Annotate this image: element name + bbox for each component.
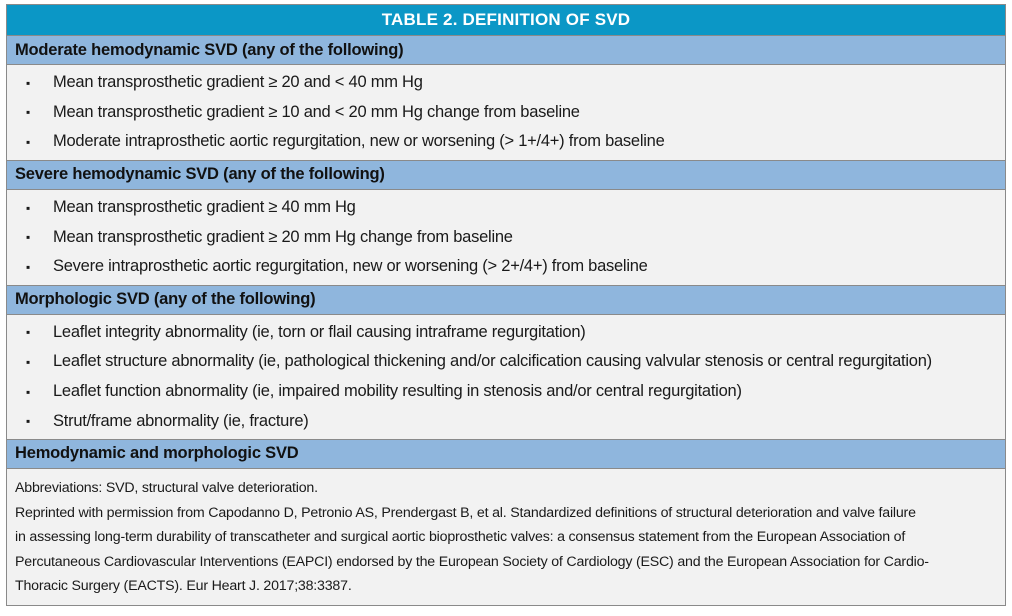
list-item-text: Leaflet function abnormality (ie, impaired mobility resulting in stenosis and/or central regurgitation) bbox=[53, 382, 742, 401]
section-header-hemodynamic-morphologic: Hemodynamic and morphologic SVD bbox=[7, 440, 1005, 469]
list-item-text: Leaflet integrity abnormality (ie, torn or flail causing intraframe regurgitation) bbox=[53, 322, 586, 341]
bullet-icon: ▪ bbox=[25, 230, 30, 245]
table-title: TABLE 2. DEFINITION OF SVD bbox=[7, 5, 1005, 36]
section-body-severe bbox=[7, 190, 1005, 286]
list-item bbox=[7, 98, 1005, 128]
list-item bbox=[7, 68, 1005, 98]
citation-line: Thoracic Surgery (EACTS). Eur Heart J. 2017;38:3387. bbox=[15, 578, 352, 595]
section-body-moderate bbox=[7, 65, 1005, 161]
list-item-text: Severe intraprosthetic aortic regurgitation, new or worsening (> 2+/4+) from baseline bbox=[53, 257, 648, 276]
list-item-text: Moderate intraprosthetic aortic regurgitation, new or worsening (> 1+/4+) from baseline bbox=[53, 132, 665, 151]
list-item bbox=[7, 347, 1005, 377]
bullet-icon: ▪ bbox=[25, 200, 30, 215]
section-header-morphologic: Morphologic SVD (any of the following) bbox=[7, 286, 1005, 315]
list-item bbox=[7, 127, 1005, 157]
section-body-morphologic bbox=[7, 315, 1005, 440]
table-footnote bbox=[7, 469, 1005, 605]
bullet-icon: ▪ bbox=[25, 134, 30, 149]
list-item-text: Mean transprosthetic gradient ≥ 20 and < 40 mm Hg bbox=[53, 73, 423, 92]
list-item bbox=[7, 318, 1005, 348]
bullet-icon: ▪ bbox=[25, 384, 30, 399]
list-item bbox=[7, 377, 1005, 407]
citation-line: Reprinted with permission from Capodanno D, Petronio AS, Prendergast B, et al. Standardized definitions of structural deterioration and valve failure bbox=[15, 504, 916, 521]
bullet-icon: ▪ bbox=[25, 75, 30, 90]
list-item bbox=[7, 222, 1005, 252]
section-header-moderate: Moderate hemodynamic SVD (any of the following) bbox=[7, 36, 1005, 65]
bullet-icon: ▪ bbox=[25, 414, 30, 429]
citation-line: Percutaneous Cardiovascular Interventions (EAPCI) endorsed by the European Society of Cardiology (ESC) and the European Association for Cardio- bbox=[15, 553, 929, 570]
list-item-text: Mean transprosthetic gradient ≥ 40 mm Hg bbox=[53, 198, 356, 217]
bullet-icon: ▪ bbox=[25, 259, 30, 274]
list-item bbox=[7, 252, 1005, 282]
bullet-icon: ▪ bbox=[25, 105, 30, 120]
svd-definition-table bbox=[6, 4, 1006, 606]
bullet-icon: ▪ bbox=[25, 354, 30, 369]
list-item-text: Strut/frame abnormality (ie, fracture) bbox=[53, 411, 309, 430]
section-header-severe: Severe hemodynamic SVD (any of the following) bbox=[7, 161, 1005, 190]
list-item-text: Mean transprosthetic gradient ≥ 10 and < 20 mm Hg change from baseline bbox=[53, 102, 580, 121]
citation-line: in assessing long-term durability of transcatheter and surgical aortic bioprosthetic valves: a consensus statement from the European Association of bbox=[15, 529, 906, 546]
list-item bbox=[7, 193, 1005, 223]
abbreviations-note: Abbreviations: SVD, structural valve deterioration. bbox=[15, 479, 318, 496]
list-item bbox=[7, 406, 1005, 436]
list-item-text: Leaflet structure abnormality (ie, pathological thickening and/or calcification causing valvular stenosis or central regurgitation) bbox=[53, 352, 932, 371]
list-item-text: Mean transprosthetic gradient ≥ 20 mm Hg change from baseline bbox=[53, 227, 513, 246]
bullet-icon: ▪ bbox=[25, 325, 30, 340]
